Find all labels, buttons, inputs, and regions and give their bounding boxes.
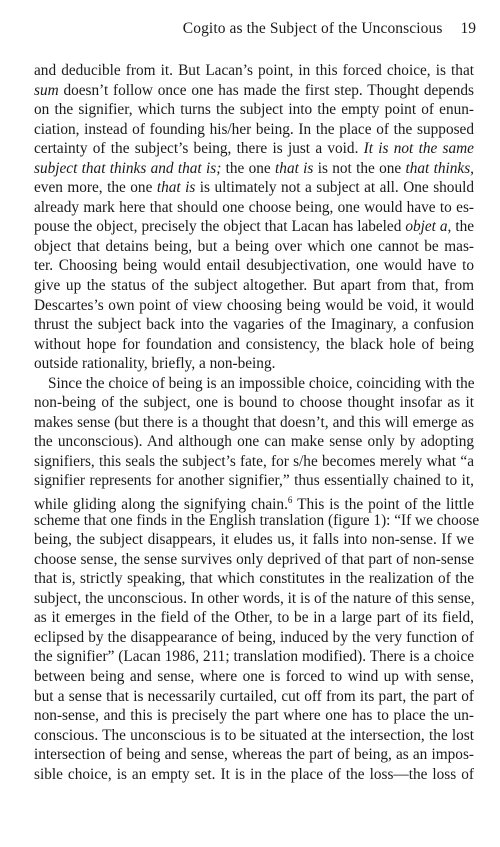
text-line: the unconscious). And although one can make sense only by adopting	[34, 433, 474, 451]
text-line: being, the subject disappears, it eludes us, it falls into non-sense. If we	[34, 531, 474, 549]
text-line: and deducible from it. But Lacan’s point, in this forced choice, is that	[34, 62, 474, 79]
text-line: Descartes’s own point of view choosing being would be void, it would	[34, 296, 474, 314]
text-line: between being and sense, where one is forced to wind up with sense,	[34, 667, 474, 685]
text-line: as it emerges in the field of the Other, to be in a large part of its field,	[34, 609, 474, 627]
text-line: even more, the one that is is ultimately not a subject at all. One should	[34, 179, 474, 197]
text-line: intersection of being and sense, whereas the part of being, as an impos-	[34, 746, 474, 764]
page-number: 19	[460, 20, 476, 37]
text-line: choose sense, the sense survives only deprived of that part of non-sense	[34, 550, 474, 568]
text-line: on the signifier, which turns the subject into the empty point of enun-	[34, 101, 474, 119]
text-line: eclipsed by the disappearance of being, induced by the very function of	[34, 628, 474, 646]
text-line: thrust the subject back into the vagaries of the Imaginary, a confusion	[34, 316, 474, 334]
running-header-title: Cogito as the Subject of the Unconscious	[182, 20, 443, 37]
text-line: makes sense (but there is a thought that doesn’t, and this will emerge as	[34, 413, 474, 431]
text-line: sible choice, is an empty set. It is in the place of the loss—the loss of	[34, 765, 474, 783]
text-line: Since the choice of being is an impossible choice, coinciding with the	[48, 374, 475, 392]
text-line: pouse the object, precisely the object that Lacan has labeled objet a, the	[34, 218, 475, 236]
text-line: the signifier” (Lacan 1986, 211; translation modified). There is a choice	[34, 648, 474, 666]
text-line: object that detains being, but a being over which one cannot be mas-	[34, 237, 474, 255]
text-line: ter. Choosing being would entail desubjectivation, one would have to	[34, 257, 474, 275]
text-line: signifiers, this seals the subject’s fate, for s/he becomes merely what “a	[34, 452, 474, 470]
text-line: already mark here that should one choose being, one would have to es-	[34, 198, 474, 216]
text-line: but a sense that is necessarily curtailed, cut off from its part, the part of	[34, 687, 474, 705]
running-header	[34, 20, 476, 42]
text-line: that is, strictly speaking, that which constitutes in the realization of the	[34, 570, 474, 588]
text-line: outside rationality, briefly, a non-being.	[34, 355, 276, 373]
text-line: give up the status of the subject altogether. But apart from that, from	[34, 277, 474, 295]
text-line: non-being of the subject, one is bound to choose thought insofar as it	[34, 394, 474, 412]
text-line: certainty of the subject’s being, there is just a void. It is not the same	[34, 140, 474, 158]
text-line: conscious. The unconscious is to be situated at the intersection, the lost	[34, 726, 474, 744]
text-line: while gliding along the signifying chain.$^6$ This is the point of the little	[34, 495, 474, 514]
text-line: non-sense, and this is precisely the part where one has to place the un-	[34, 707, 474, 725]
text-line: without hope for foundation and consistency, the black hole of being	[34, 335, 474, 353]
text-line: ciation, instead of founding his/her being. In the place of the supposed	[34, 120, 474, 138]
text-line: signifier represents for another signifier,” thus essentially chained to it,	[34, 472, 474, 490]
text-line: subject that thinks and that is; the one that is is not the one that thinks,	[34, 159, 474, 177]
text-line: sum doesn’t follow once one has made the first step. Thought depends	[34, 81, 474, 99]
body-text	[34, 61, 480, 784]
text-line: scheme that one finds in the English translation (figure 1): “If we choose	[34, 511, 480, 529]
text-line: subject, the unconscious. In other words, it is of the nature of this sense,	[34, 589, 475, 607]
